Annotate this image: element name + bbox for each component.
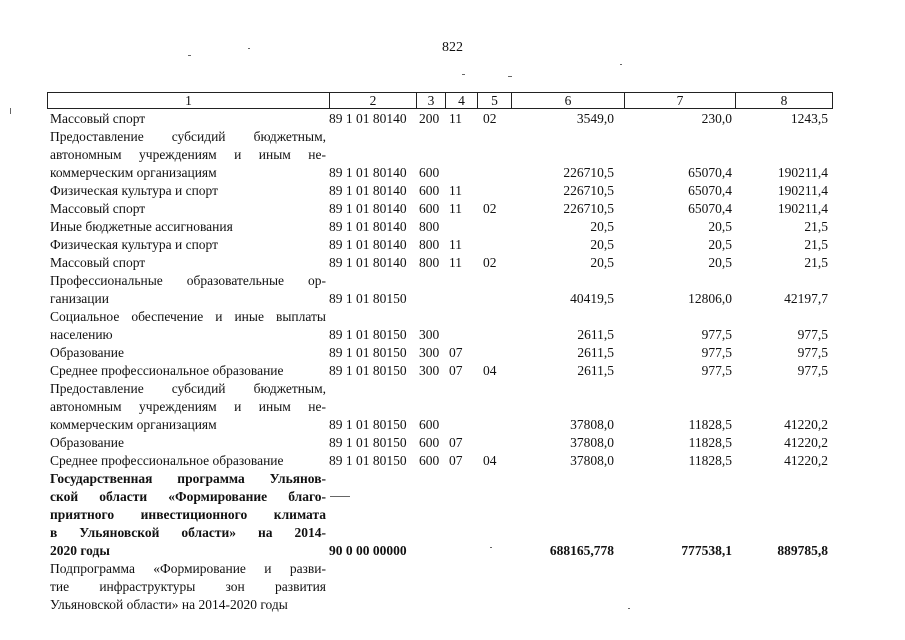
row-name: Физическая культура и спорт	[50, 237, 219, 252]
row-name: Среднее профессиональное образование	[50, 363, 284, 378]
row-name-line: приятного инвестиционного климата	[50, 507, 326, 522]
row-vr: 600	[419, 183, 440, 198]
row-value-7: 12806,0	[688, 291, 732, 306]
header-col-6: 6	[511, 92, 625, 109]
row-vr: 300	[419, 363, 440, 378]
header-col-1: 1	[47, 92, 330, 109]
header-col-2: 2	[329, 92, 417, 109]
scan-speck	[508, 76, 512, 77]
row-value-6: 226710,5	[563, 201, 614, 216]
row-value-6: 2611,5	[577, 327, 614, 342]
row-name: Массовый спорт	[50, 111, 146, 126]
row-vr: 300	[419, 327, 440, 342]
row-name: Массовый спорт	[50, 255, 146, 270]
row-code: 89 1 01 80140	[329, 165, 407, 180]
row-pr: 04	[483, 363, 497, 378]
row-value-8: 977,5	[797, 345, 828, 360]
row-value-6: 20,5	[590, 219, 614, 234]
row-pr: 02	[483, 255, 497, 270]
row-value-6: 688165,778	[549, 543, 614, 558]
row-value-8: 190211,4	[777, 183, 828, 198]
row-value-8: 190211,4	[777, 201, 828, 216]
row-value-7: 65070,4	[688, 183, 732, 198]
row-name: Образование	[50, 435, 124, 450]
row-value-8: 889785,8	[777, 543, 828, 558]
row-name-line: Ульяновской области» на 2014-2020 годы	[50, 597, 288, 612]
row-code: 89 1 01 80140	[329, 237, 407, 252]
row-value-6: 37808,0	[570, 435, 614, 450]
row-value-7: 977,5	[701, 363, 732, 378]
row-pr: 04	[483, 453, 497, 468]
row-value-7: 65070,4	[688, 165, 732, 180]
row-value-6: 40419,5	[570, 291, 614, 306]
row-name-line: в Ульяновской области» на 2014-	[50, 525, 326, 540]
row-value-6: 37808,0	[570, 453, 614, 468]
header-col-5: 5	[477, 92, 512, 109]
row-vr: 600	[419, 165, 440, 180]
row-code: 90 0 00 00000	[329, 543, 407, 558]
row-rz: 07	[449, 345, 463, 360]
row-code: 89 1 01 80140	[329, 219, 407, 234]
row-name: Иные бюджетные ассигнования	[50, 219, 233, 234]
row-value-7: 977,5	[701, 345, 732, 360]
scan-speck	[10, 108, 11, 114]
row-vr: 300	[419, 345, 440, 360]
header-col-4: 4	[445, 92, 478, 109]
row-value-7: 20,5	[708, 219, 732, 234]
row-value-8: 21,5	[804, 237, 828, 252]
row-name-line: Государственная программа Ульянов-	[50, 471, 326, 486]
row-value-8: 21,5	[804, 219, 828, 234]
row-rz: 11	[449, 111, 462, 126]
row-code: 89 1 01 80150	[329, 435, 407, 450]
row-value-8: 190211,4	[777, 165, 828, 180]
row-name-line: коммерческим организациям	[50, 417, 217, 432]
row-value-6: 20,5	[590, 237, 614, 252]
row-rz: 07	[449, 453, 463, 468]
row-name-line: Предоставление субсидий бюджетным,	[50, 129, 326, 144]
row-name-line: Социальное обеспечение и иные выплаты	[50, 309, 326, 324]
scan-speck	[330, 496, 350, 497]
row-vr: 800	[419, 219, 440, 234]
row-value-6: 2611,5	[577, 363, 614, 378]
row-name-line: населению	[50, 327, 113, 342]
scan-speck	[462, 74, 465, 75]
row-name: Физическая культура и спорт	[50, 183, 219, 198]
row-code: 89 1 01 80150	[329, 363, 407, 378]
row-name-line: Подпрограмма «Формирование и разви-	[50, 561, 326, 576]
row-rz: 11	[449, 201, 462, 216]
header-col-8: 8	[735, 92, 833, 109]
row-value-6: 226710,5	[563, 165, 614, 180]
row-name-line: 2020 годы	[50, 543, 110, 558]
row-value-7: 11828,5	[688, 435, 732, 450]
row-name: Образование	[50, 345, 124, 360]
row-value-6: 37808,0	[570, 417, 614, 432]
row-name-line: автономным учреждениям и иным не-	[50, 147, 326, 162]
row-vr: 600	[419, 435, 440, 450]
row-name-line: ганизации	[50, 291, 109, 306]
row-vr: 800	[419, 237, 440, 252]
row-vr: 600	[419, 417, 440, 432]
budget-table	[47, 92, 833, 612]
row-name-line: ской области «Формирование благо-	[50, 489, 326, 504]
scan-speck	[620, 64, 622, 65]
row-name: Массовый спорт	[50, 201, 146, 216]
row-code: 89 1 01 80150	[329, 291, 407, 306]
row-value-8: 41220,2	[784, 453, 828, 468]
row-pr: 02	[483, 111, 497, 126]
row-code: 89 1 01 80150	[329, 417, 407, 432]
row-rz: 07	[449, 435, 463, 450]
row-code: 89 1 01 80140	[329, 201, 407, 216]
row-rz: 11	[449, 255, 462, 270]
row-vr: 800	[419, 255, 440, 270]
row-value-6: 2611,5	[577, 345, 614, 360]
row-value-6: 3549,0	[576, 111, 614, 126]
row-value-6: 226710,5	[563, 183, 614, 198]
scan-speck	[188, 55, 191, 56]
row-code: 89 1 01 80140	[329, 255, 407, 270]
row-value-8: 42197,7	[784, 291, 828, 306]
row-value-7: 20,5	[708, 237, 732, 252]
row-vr: 200	[419, 111, 440, 126]
row-code: 89 1 01 80150	[329, 327, 407, 342]
row-name-line: коммерческим организациям	[50, 165, 217, 180]
row-rz: 11	[449, 183, 462, 198]
row-code: 89 1 01 80140	[329, 183, 407, 198]
page-number: 822	[442, 40, 463, 55]
row-value-8: 41220,2	[784, 417, 828, 432]
row-name-line: Профессиональные образовательные ор-	[50, 273, 326, 288]
row-value-7: 777538,1	[681, 543, 732, 558]
row-vr: 600	[419, 453, 440, 468]
header-col-3: 3	[416, 92, 446, 109]
row-value-7: 65070,4	[688, 201, 732, 216]
row-value-7: 20,5	[708, 255, 732, 270]
row-value-7: 11828,5	[688, 453, 732, 468]
row-name-line: Предоставление субсидий бюджетным,	[50, 381, 326, 396]
scan-speck	[490, 547, 492, 548]
row-value-6: 20,5	[590, 255, 614, 270]
row-value-7: 977,5	[701, 327, 732, 342]
scan-speck	[628, 608, 630, 609]
row-name: Среднее профессиональное образование	[50, 453, 284, 468]
row-code: 89 1 01 80150	[329, 453, 407, 468]
row-name-line: автономным учреждениям и иным не-	[50, 399, 326, 414]
row-code: 89 1 01 80140	[329, 111, 407, 126]
row-name-line: тие инфраструктуры зон развития	[50, 579, 326, 594]
row-vr: 600	[419, 201, 440, 216]
row-value-7: 11828,5	[688, 417, 732, 432]
row-rz: 07	[449, 363, 463, 378]
row-value-8: 21,5	[804, 255, 828, 270]
row-value-8: 41220,2	[784, 435, 828, 450]
row-value-7: 230,0	[701, 111, 732, 126]
row-rz: 11	[449, 237, 462, 252]
row-code: 89 1 01 80150	[329, 345, 407, 360]
row-pr: 02	[483, 201, 497, 216]
header-col-7: 7	[624, 92, 736, 109]
row-value-8: 1243,5	[790, 111, 828, 126]
row-value-8: 977,5	[797, 327, 828, 342]
scan-speck	[248, 48, 250, 49]
row-value-8: 977,5	[797, 363, 828, 378]
